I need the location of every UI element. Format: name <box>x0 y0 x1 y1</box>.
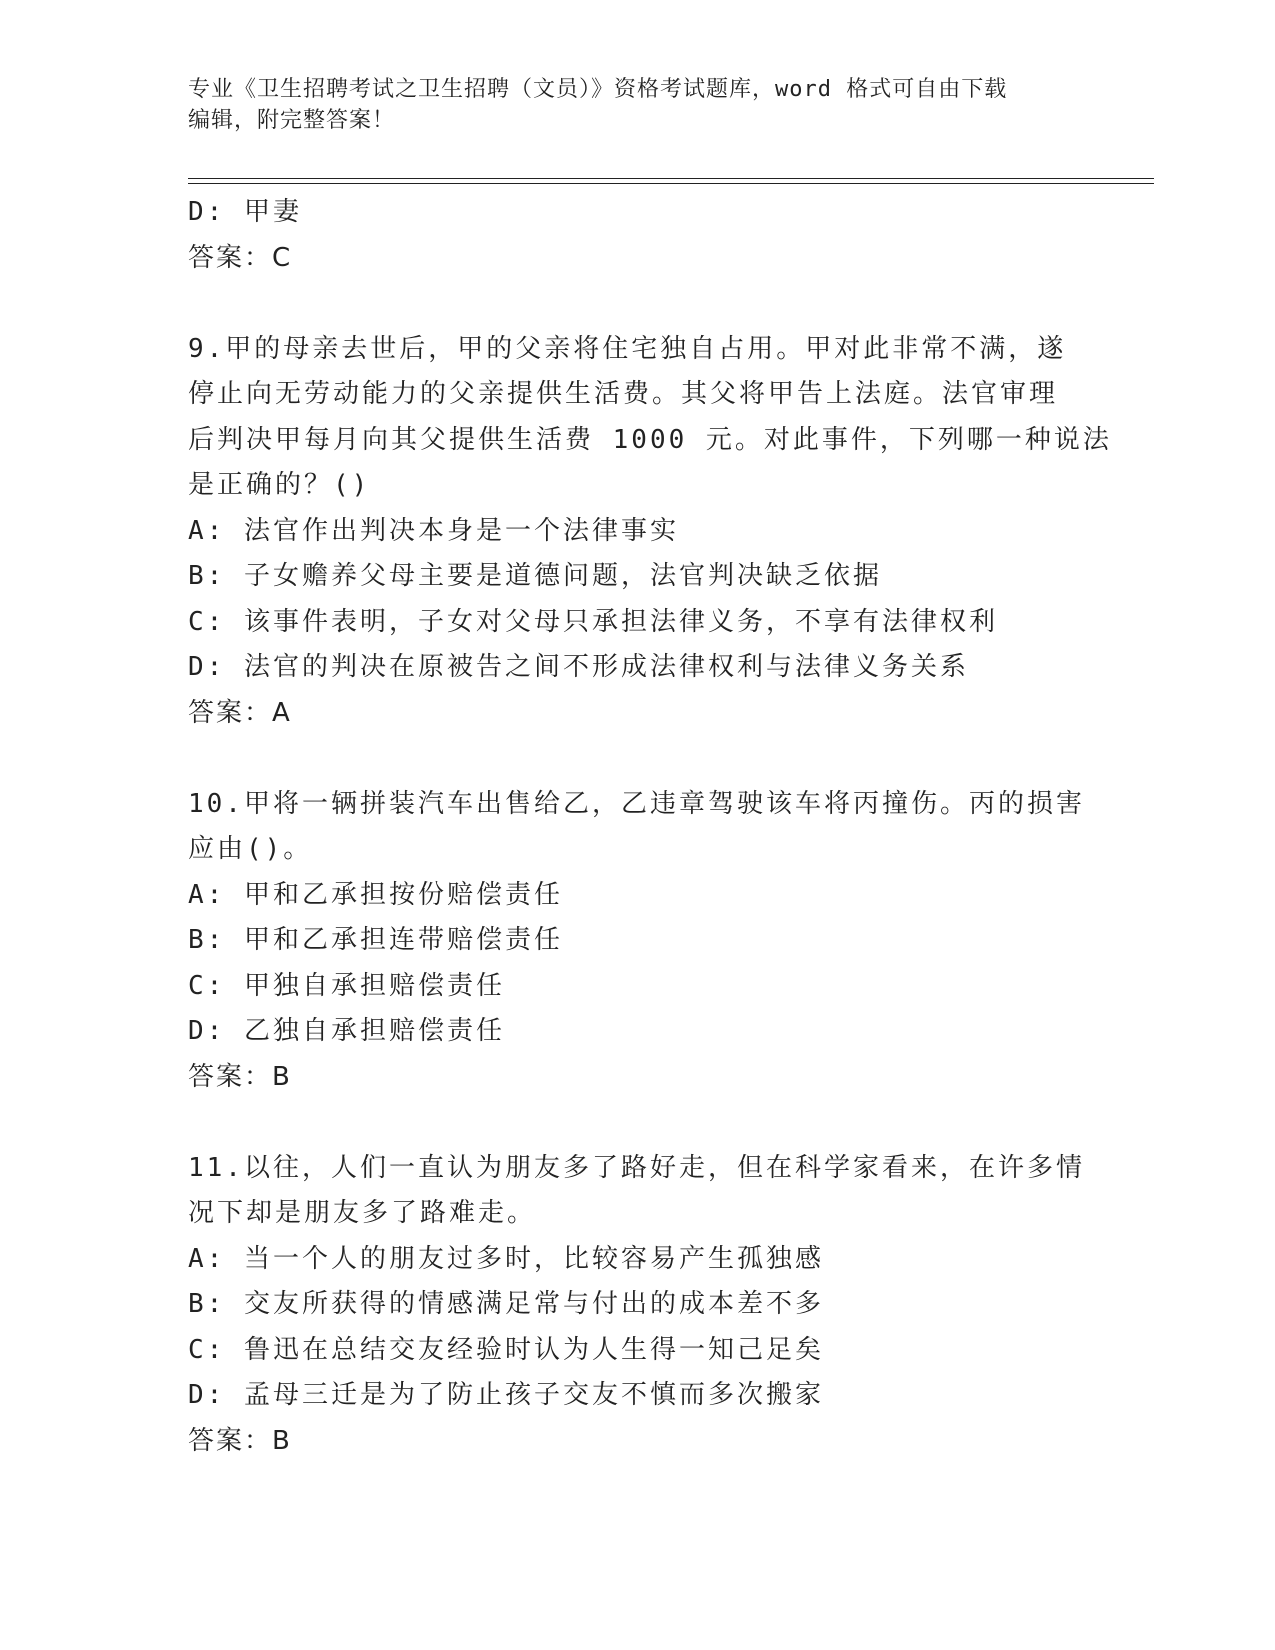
question-10-option-d: D: 乙独自承担赔偿责任 <box>188 1016 505 1046</box>
prev-option-d: D: 甲妻 <box>188 197 302 227</box>
question-11-answer: 答案：B <box>188 1425 292 1456</box>
question-11-line-2: 况下却是朋友多了路难走。 <box>188 1198 537 1228</box>
question-9-answer: 答案：A <box>188 697 292 728</box>
question-10-line-2: 应由()。 <box>188 834 313 864</box>
question-10-option-c: C: 甲独自承担赔偿责任 <box>188 970 505 1001</box>
question-9-option-a: A: 法官作出判决本身是一个法律事实 <box>188 515 679 546</box>
question-9-option-c: C: 该事件表明，子女对父母只承担法律义务，不享有法律权利 <box>188 606 998 637</box>
question-11-line-1: 11.以往，人们一直认为朋友多了路好走，但在科学家看来，在许多情 <box>188 1152 1085 1183</box>
spacer <box>188 281 1088 327</box>
question-10-option-a: A: 甲和乙承担按份赔偿责任 <box>188 879 563 910</box>
question-9 <box>188 327 1112 737</box>
page-header <box>188 74 1068 136</box>
question-9-option-d: D: 法官的判决在原被告之间不形成法律权利与法律义务关系 <box>188 652 969 682</box>
question-11-option-b: B: 交友所获得的情感满足常与付出的成本差不多 <box>188 1289 824 1319</box>
question-9-line-2: 停止向无劳动能力的父亲提供生活费。其父将甲告上法庭。法官审理 <box>188 379 1059 409</box>
question-10-option-b: B: 甲和乙承担连带赔偿责任 <box>188 925 563 955</box>
question-10-line-1: 10.甲将一辆拼装汽车出售给乙，乙违章驾驶该车将丙撞伤。丙的损害 <box>188 788 1085 819</box>
question-11-option-a: A: 当一个人的朋友过多时，比较容易产生孤独感 <box>188 1243 824 1274</box>
question-10-answer: 答案：B <box>188 1061 292 1092</box>
question-9-option-b: B: 子女赡养父母主要是道德问题，法官判决缺乏依据 <box>188 561 882 591</box>
question-content <box>188 190 1112 1464</box>
question-9-line-3: 后判决甲每月向其父提供生活费 1000 元。对此事件，下列哪一种说法 <box>188 424 1112 455</box>
question-9-line-1: 9.甲的母亲去世后，甲的父亲将住宅独自占用。甲对此非常不满，遂 <box>188 333 1067 364</box>
header-line-2: 编辑，附完整答案！ <box>188 108 396 133</box>
spacer <box>188 1100 1088 1146</box>
header-line-1: 专业《卫生招聘考试之卫生招聘（文员）》资格考试题库，word 格式可自由下载 <box>188 77 1008 102</box>
prev-answer: 答案：C <box>188 242 293 273</box>
question-9-line-4: 是正确的？() <box>188 470 371 500</box>
question-11 <box>188 1146 1088 1465</box>
header-rule-bottom <box>188 183 1154 184</box>
question-11-option-c: C: 鲁迅在总结交友经验时认为人生得一知己足矣 <box>188 1334 824 1365</box>
spacer <box>188 736 1088 782</box>
question-11-option-d: D: 孟母三迁是为了防止孩子交友不慎而多次搬家 <box>188 1380 824 1410</box>
header-rule-top <box>188 178 1154 179</box>
question-10 <box>188 782 1088 1101</box>
